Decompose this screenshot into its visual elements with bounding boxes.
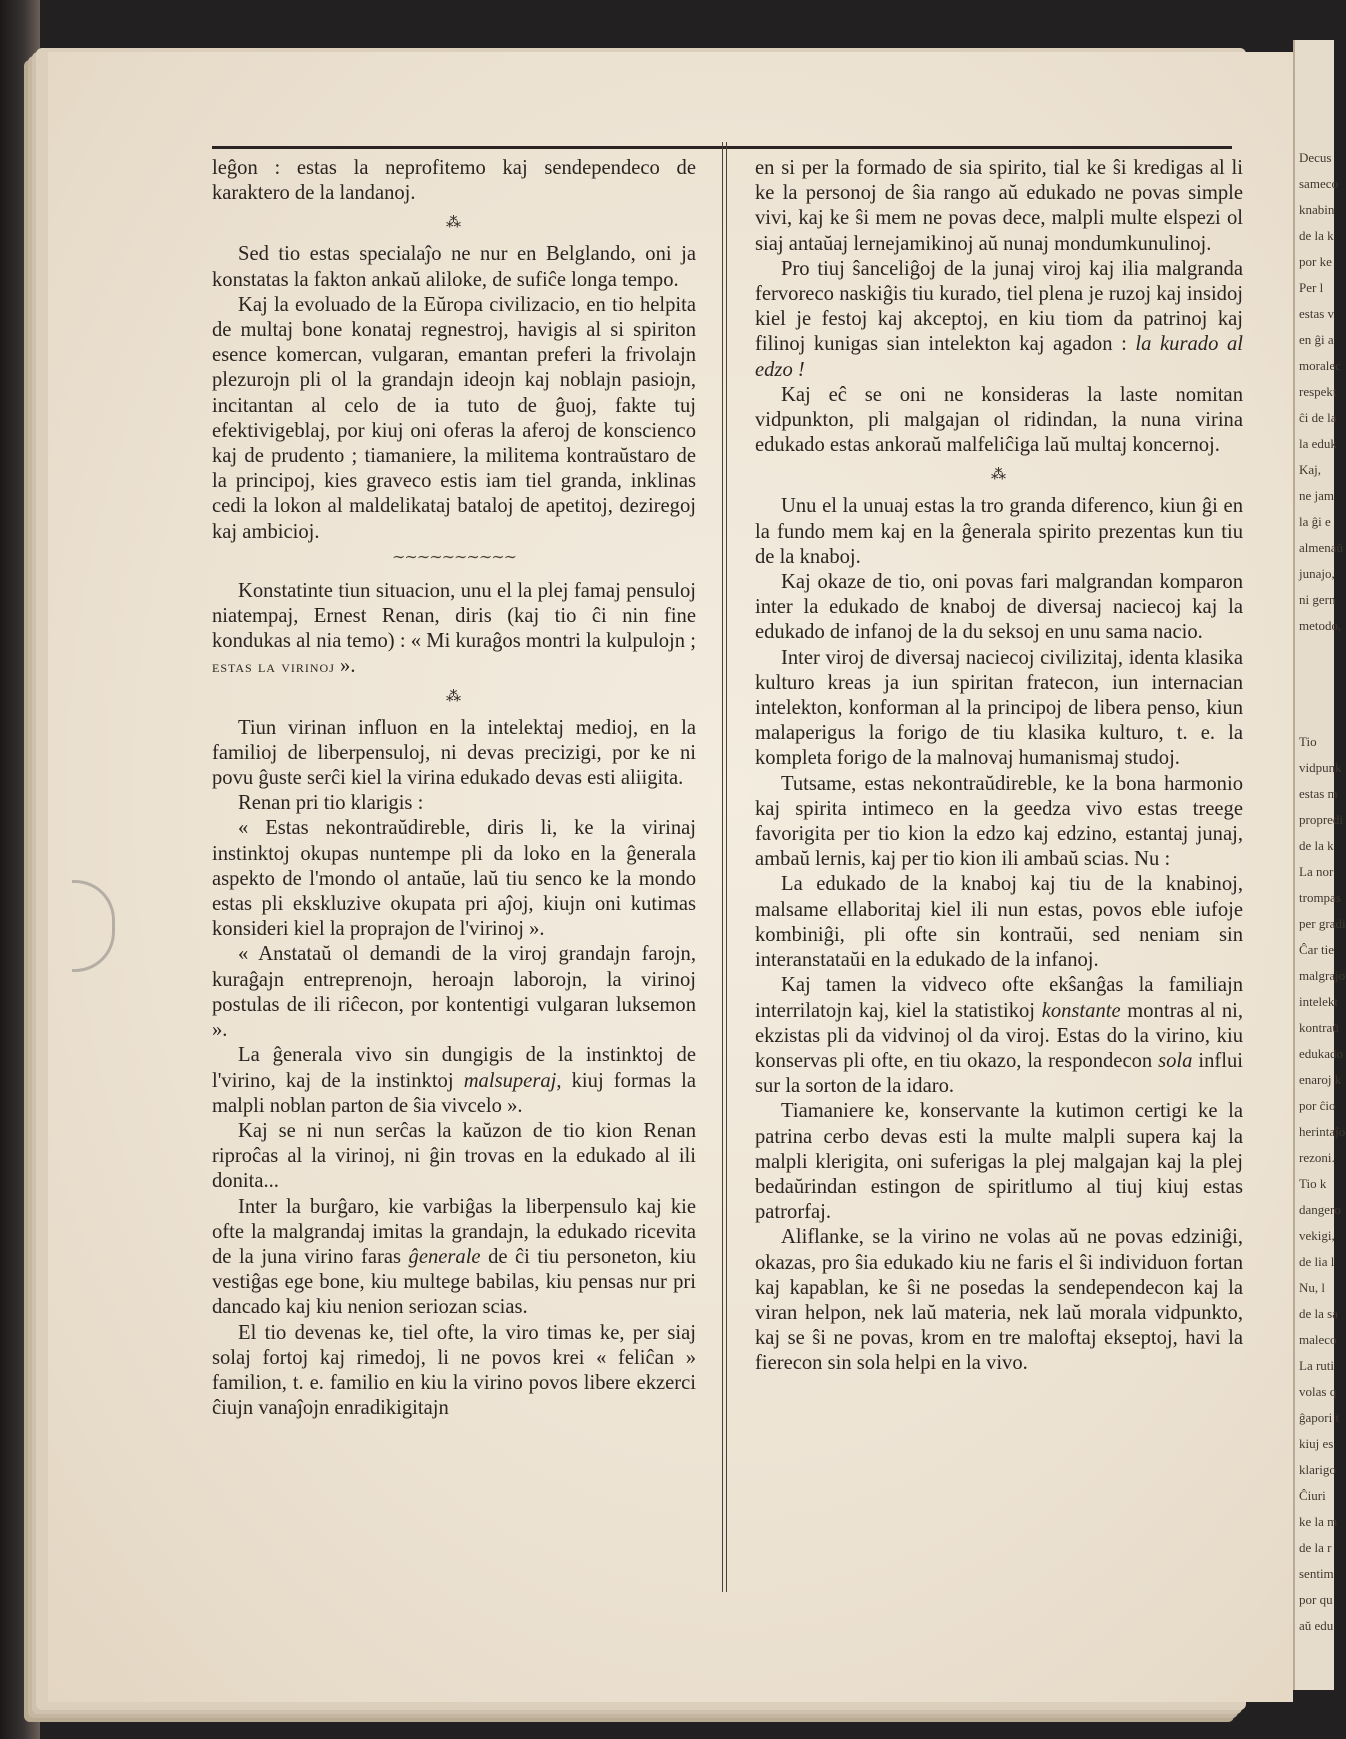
facing-page-fragment: propredi [1299,812,1344,827]
facing-page-fragment: ni gern [1299,592,1336,607]
column-divider [722,142,727,1592]
facing-page-fragment: Ĉar tie [1299,942,1335,957]
paragraph: leĝon : estas la neprofitemo kaj sendependeco de karaktero de la landanoj. [212,157,696,205]
section-squiggle: ∼∼∼∼∼∼∼∼∼∼ [391,548,517,566]
facing-page-fragment: vidpunk [1299,760,1342,775]
paragraph: Inter viroj de diversaj naciecoj civilizitaj, identa klasika kulturo kreas ja iun spiritan fratecon, iun internacian intelekton, konforman al la principoj de libera penso, kiun malaperigus la forigo de tiu klasika kulturo, t. e. la kompleta forigo de la malnovaj humanismaj studoj. [755,646,1243,770]
facing-page-fragment: knabin [1299,202,1335,217]
facing-page-fragment: edukado [1299,1046,1344,1061]
paragraph: Kaj se ni nun serĉas la kaŭzon de tio kion Renan riproĉas al la virinoj, ni ĝin trovas en la edukado al ili donita... [212,1119,696,1193]
book-binding-left [0,0,40,1739]
facing-page-fragment: de lia l [1299,1254,1335,1269]
paragraph: El tio devenas ke, tiel ofte, la viro timas ke, per siaj solaj fortoj kaj rimedoj, li ne povos krei « feliĉan » familion, t. e. familio en kiu la virino povos libere ekzerci ĉiujn vanaĵojn enradikigitajn [212,1321,696,1420]
right-column [755,156,1243,1377]
facing-page-fragment: de la r [1299,1540,1332,1555]
paragraph: Kaj okaze de tio, oni povas fari malgrandan komparon inter la edukado de knaboj de diversaj naciecoj kaj la edukado de infanoj de la du seksoj en unu sama nacio. [755,571,1243,644]
small-caps-text: estas la virinoj [212,657,335,677]
facing-page-fragment: junajo, [1299,566,1335,581]
facing-page-fragment: kontraŭ [1299,1020,1339,1035]
facing-page-fragment: maleco [1299,1332,1337,1347]
paragraph: Aliflanke, se la virino ne volas aŭ ne povas edziniĝi, okazas, pro ŝia edukado kiu ne faris el ŝi individuon fortan kaj kapablan, ke ŝi ne posedas la sendependecon kaj la viran helpon, nek laŭ materia, nek laŭ morala vidpunkto, kaj se ŝi ne povas, krom en tre maloftaj ekseptoj, havi la fierecon sin sola helpi en la vivo. [755,1226,1243,1375]
paragraph: Kaj eĉ se oni ne konsideras la laste nomitan vidpunkton, pli malgajan ol ridindan, la nuna virina edukado estas ankoraŭ malfeliĉiga laŭ multaj koncernoj. [755,383,1243,457]
facing-page-fragment: estas v [1299,306,1335,321]
facing-page-fragment: herintaĵo [1299,1124,1346,1139]
section-stars: ⁂ [446,688,462,705]
facing-page-edge [1293,40,1346,1690]
facing-page-fragment: trompas [1299,890,1341,905]
left-column [212,156,696,1421]
paragraph: en si per la formado de sia spirito, tial ke ŝi kredigas al li ke la personoj de ŝia rango aŭ edukado ne povas simple vivi, kaj ke ŝi mem ne povas dece, malpli multe elspezi ol siaj antaŭaj lernejamikinoj aŭ nunaj mondumkunulinoj. [755,157,1243,255]
facing-page-fragment: dangero [1299,1202,1341,1217]
facing-page-fragment: La ruti [1299,1358,1335,1373]
paragraph: Unu el la unuaj estas la tro granda diferenco, kiun ĝi en la fundo mem kaj en la ĝenerala spirito prezentas kun tiu de la knaboj. [755,495,1243,568]
facing-page-fragment: estas m [1299,786,1338,801]
facing-page-fragment: rezoni. [1299,1150,1335,1165]
facing-page-fragment: Nu, l [1299,1280,1325,1295]
facing-page-fragment: ĝapori t [1299,1410,1340,1425]
facing-page-fragment: moralec [1299,358,1341,373]
paragraph: Renan pri tio klarigis : [238,792,424,815]
paragraph: Konstatinte tiun situacion, unu el la plej famaj pensuloj niatempaj, Ernest Renan, diris (kaj tio ĉi nin fine kondukas al nia temo) : « Mi kuraĝos montri la kulpulojn ; estas la virinoj ». [212,579,696,678]
paragraph: Tiamaniere ke, konservante la kutimon certigi ke la patrina cerbo devas esti la multe malpli supera kaj la malpli klerigita, oni suferigas la plej malgajan kaj la plej bedaŭrindan estingon de spiritlumo al tiuj kiuj estas patrorfaj. [755,1100,1243,1224]
paragraph: Tutsame, estas nekontraŭdireble, ke la bona harmonio kaj spirita intimeco en la geedza vivo estas treege favorigita per tio kion la edzo kaj edzino, estantaj junaj, ambaŭ lernis, kaj per tio kion ili ambaŭ scias. Nu : [755,772,1243,871]
paragraph: Tiun virinan influon en la intelektaj medioj, en la familioj de liberpensuloj, ni devas precizigi, por ke ni povu ĝuste serĉi kiel la virina edukado devas esti aliigita. [212,716,696,790]
paragraph: La edukado de la knaboj kaj tiu de la knabinoj, malsame ellaboritaj kiel ili nun estas, povos eble iufoje kombiniĝi, pli ofte sin kontraŭi, sed neniam sin interanstataŭi en la edukado de la infanoj. [755,873,1243,972]
facing-page-fragment: Per l [1299,280,1324,295]
facing-page-fragment: kiuj es [1299,1436,1334,1451]
facing-page-fragment: enaroj k [1299,1072,1342,1087]
facing-page-fragment: respekt [1299,384,1337,399]
facing-page-fragment: Decus [1299,150,1332,165]
paragraph: La ĝenerala vivo sin dungigis de la instinktoj de l'virino, kaj de la instinktoj malsuperaj, kiuj formas la malpli noblan parton de ŝia vivcelo ». [212,1044,696,1117]
section-stars: ⁂ [446,215,462,232]
facing-page-fragment: Ĉiuri [1299,1488,1326,1503]
facing-page-fragment: metodo, [1299,618,1342,633]
paragraph: Kaj tamen la vidveco ofte ekŝanĝas la familiajn interrilatojn kaj, kiel la statistikoj konstante montras al ni, ekzistas pli da vidvinoj ol da viroj. Estas do la virino, kiu konservas pli ofte, en tiu okazo, la respondecon sola influi sur la sorton de la idaro. [755,974,1243,1098]
paragraph: Pro tiuj ŝanceliĝoj de la junaj viroj kaj ilia malgranda fervoreco naskiĝis tiu kurado, tiel plena je ruzoj kaj insidoj kiel je festoj kaj akceptoj, en kiu tiom da patrinoj kaj filinoj kunigas sian intelekton kaj agadon : la kurado al edzo ! [755,257,1243,381]
facing-page-fragment: por qu [1299,1592,1333,1607]
facing-page-fragment: La nor [1299,864,1334,879]
facing-page-fragment: la eduk [1299,436,1337,451]
facing-page-fragment: aŭ edu [1299,1618,1334,1633]
facing-page-fragment: per gradi [1299,916,1346,931]
facing-page-fragment: ke la m [1299,1514,1338,1529]
facing-page-fragment: intelekt [1299,994,1338,1009]
facing-page-fragment: Tio k [1299,1176,1327,1191]
facing-page-fragment: almenaŭ [1299,540,1344,555]
facing-page-fragment: sentim [1299,1566,1334,1581]
facing-page-fragment: la ĝi e [1299,514,1331,529]
facing-page-fragment: de la k [1299,838,1334,853]
paragraph: Kaj la evoluado de la Eŭropa civilizacio, en tio helpita de multaj bone konataj regnestroj, havigis al si spiriton esence komercan, vulgaran, emantan preferi la frivolajn plezurojn pli ol la grandajn ideojn kaj noblajn pasiojn, incitantan al celo de ia tuto de ĝuoj, fakte tuj efektivigeblaj, por kiuj oni oferas la aferoj de konscienco kaj de prudento ; tiamaniere, la militema kontraŭstaro de la principoj, kies graveco estis iam tiel granda, inklinas cedi la lokon al maldelikataj bataloj de apetitoj, deziregoj kaj ambicioj. [212,293,696,543]
facing-page-fragment: volas q [1299,1384,1337,1399]
paragraph: « Anstataŭ ol demandi de la viroj grandajn farojn, kuraĝajn entreprenojn, heroajn laborojn, la virinoj postulas de ili riĉecon, por kontentigi vulgaran luksemon ». [212,943,696,1042]
facing-page-fragment: vekigi, [1299,1228,1335,1243]
facing-page-fragment: Tio [1299,734,1317,749]
facing-page-fragment: malgrajo [1299,968,1346,983]
facing-page-fragment: en ĝi a [1299,332,1334,347]
facing-page-fragment: sameco [1299,176,1338,191]
facing-page-fragment: ĉi de la [1299,410,1337,425]
facing-page-fragment: por ke [1299,254,1332,269]
facing-page-fragment: por ĉio [1299,1098,1336,1113]
facing-page-fragment: klarigo [1299,1462,1336,1477]
facing-page-fragment: Kaj, [1299,462,1322,477]
facing-page-fragment: de la sa [1299,1306,1338,1321]
section-stars: ⁂ [991,467,1007,484]
paragraph: Inter la burĝaro, kie varbiĝas la liberpensulo kaj kie ofte la malgrandaj imitas la grandajn, la edukado ricevita de la juna virino faras ĝenerale de ĉi tiu personeton, kiu vestiĝas ege bone, kiu multege babilas, kiu pensas nur pri dancado kaj kiu nenion seriozan scias. [212,1195,696,1319]
facing-page-fragment: ne jam [1299,488,1335,503]
paragraph: Sed tio estas specialaĵo ne nur en Belglando, oni ja konstatas la fakton ankaŭ aliloke, de sufiĉe longa tempo. [212,243,696,291]
facing-page-fragment: de la k [1299,228,1334,243]
paragraph: « Estas nekontraŭdireble, diris li, ke la virinaj instinktoj okupas nuntempe pli da loko en la ĝenerala aspekto de l'mondo ol antaŭe, laŭ tiu senco ke la mondo estas pli ekskluzive okupata pri aĵoj, kiujn oni kutimas konsideri kiel la proprajon de l'virinoj ». [212,817,696,941]
